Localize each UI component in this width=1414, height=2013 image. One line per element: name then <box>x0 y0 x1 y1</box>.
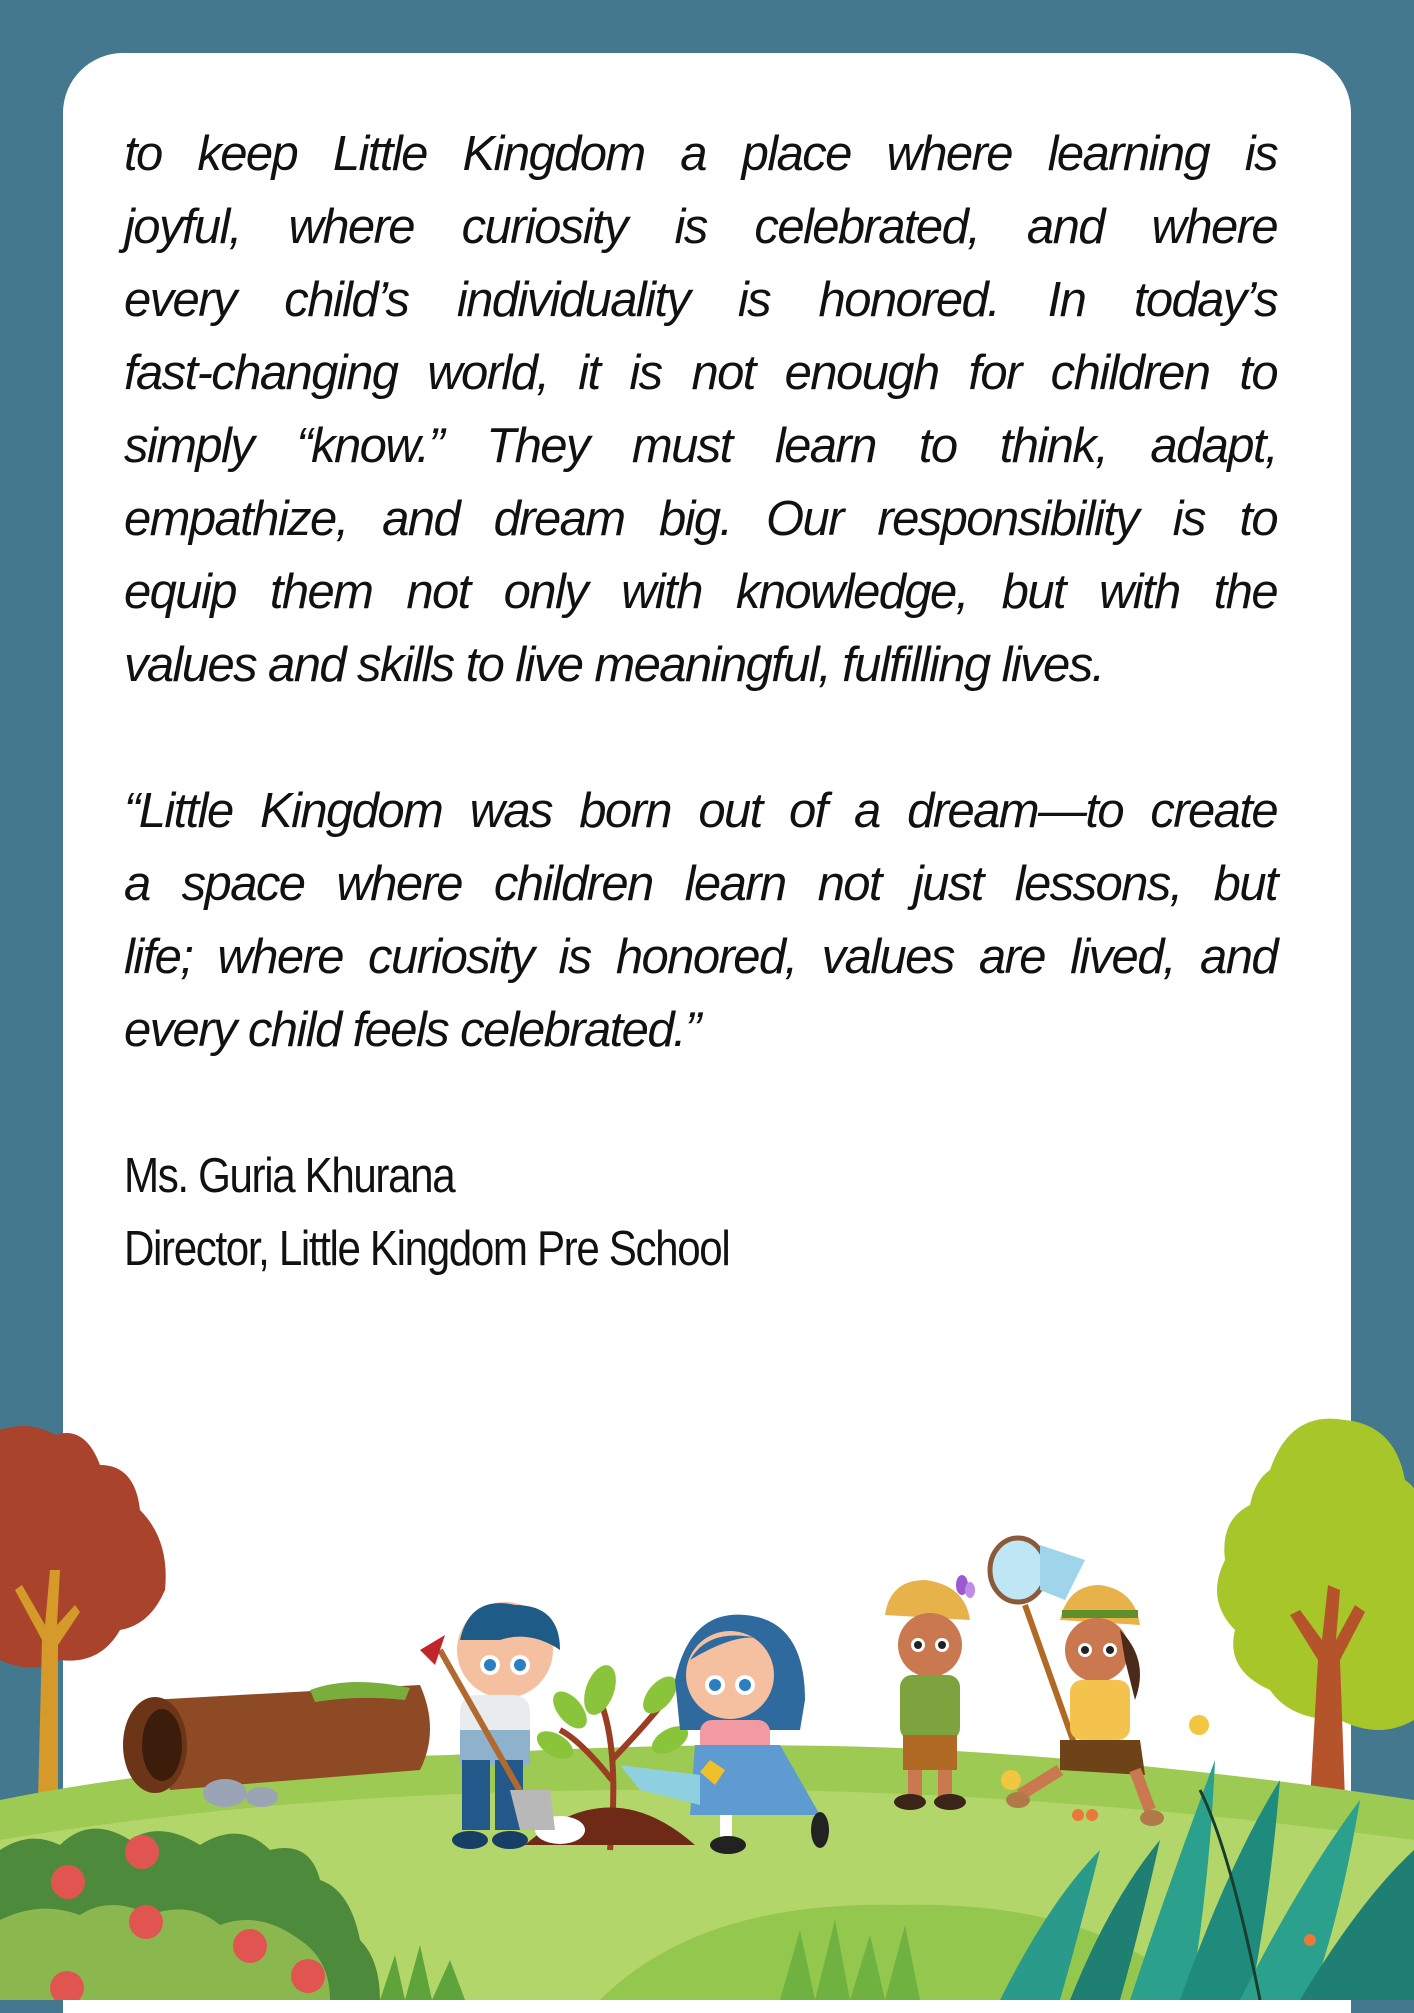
quote-line: “Little Kingdom was born out of a dream—to create <box>124 784 1277 838</box>
paragraph-line: to keep Little Kingdom a place where learning is <box>124 127 1277 181</box>
director-quote <box>124 775 1277 1067</box>
park-illustration <box>0 1380 1414 2000</box>
letter-paragraph <box>124 118 1277 702</box>
paragraph-line: empathize, and dream big. Our responsibility is to <box>124 492 1277 546</box>
paragraph-line: fast-changing world, it is not enough for children to <box>124 346 1277 400</box>
paragraph-line: equip them not only with knowledge, but with the <box>124 565 1277 619</box>
paragraph-line: joyful, where curiosity is celebrated, and where <box>124 200 1277 254</box>
quote-line: every child feels celebrated.” <box>124 1003 700 1057</box>
signature-name: Ms. Guria Khurana <box>124 1149 455 1203</box>
quote-line: life; where curiosity is honored, values are lived, and <box>124 930 1277 984</box>
paragraph-line: values and skills to live meaningful, fulfilling lives. <box>124 638 1104 692</box>
butterfly-icon <box>956 1575 975 1598</box>
signature-title: Director, Little Kingdom Pre School <box>124 1222 730 1276</box>
quote-line: a space where children learn not just lessons, but <box>124 857 1277 911</box>
paragraph-line: simply “know.” They must learn to think, adapt, <box>124 419 1277 473</box>
green-tree-icon <box>1217 1419 1414 1800</box>
letter-content <box>124 118 1277 1286</box>
paragraph-line: every child’s individuality is honored. In today’s <box>124 273 1277 327</box>
